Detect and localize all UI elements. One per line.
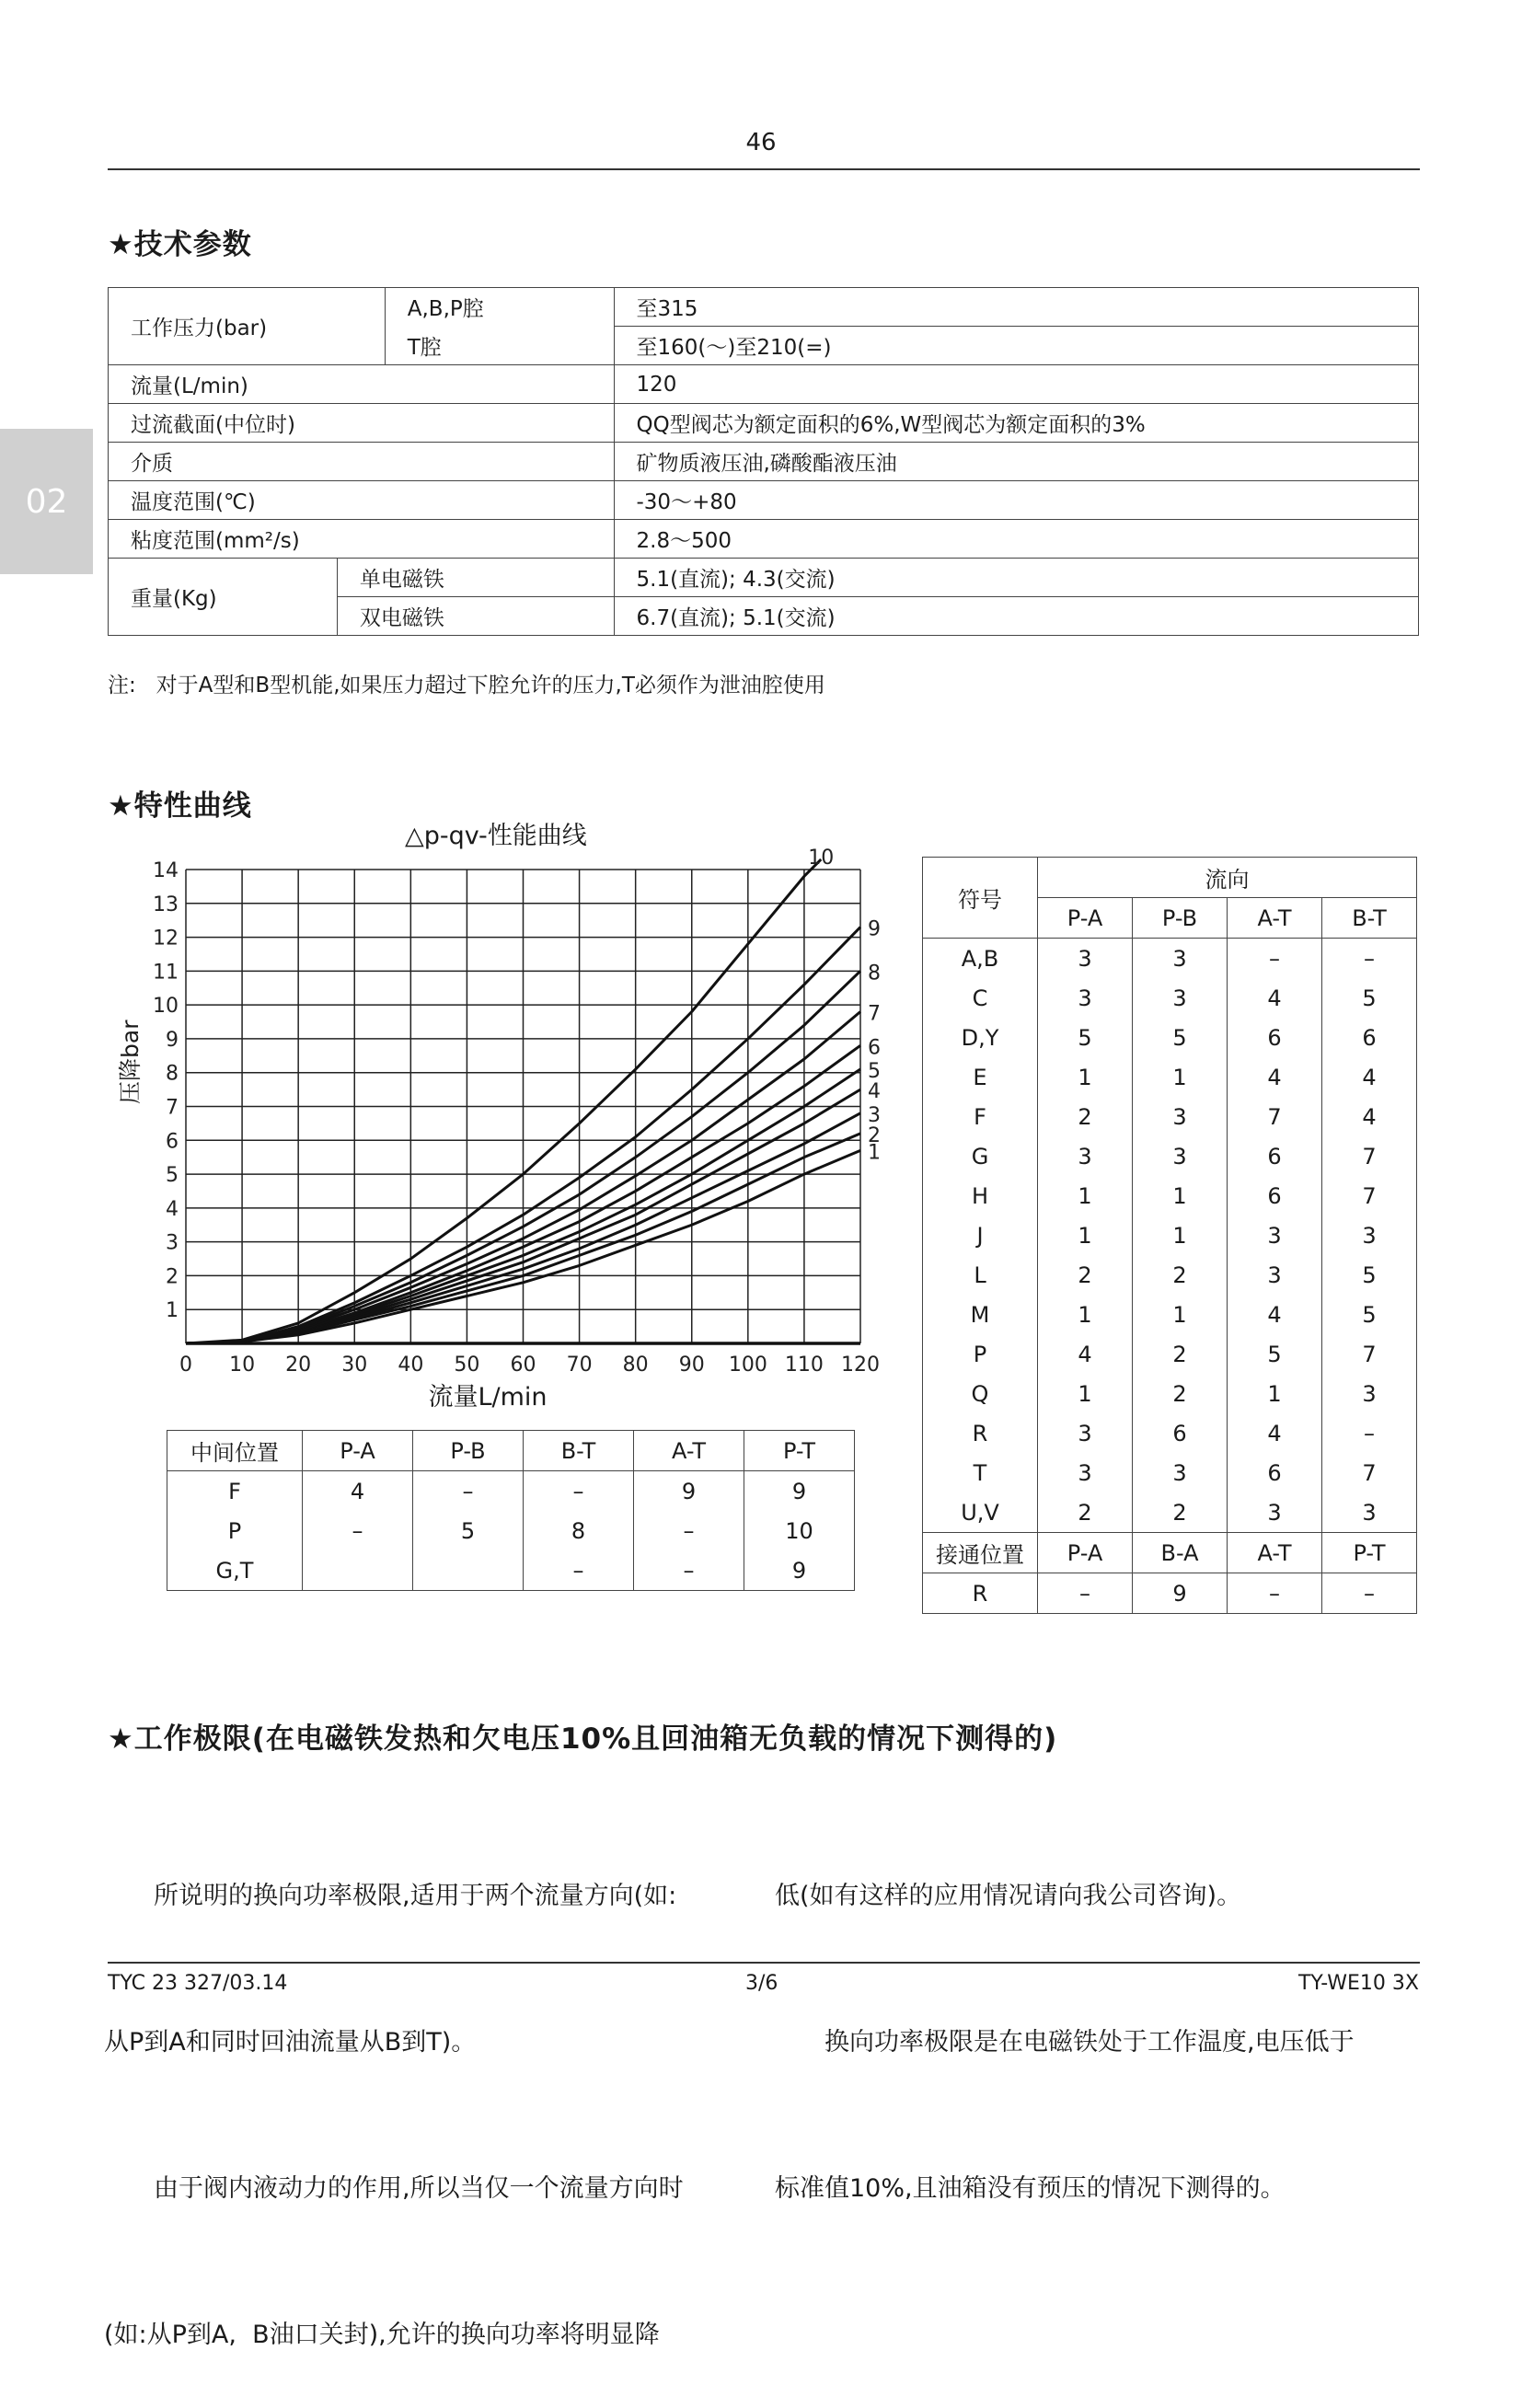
series-label: 1 [868, 1141, 881, 1165]
series-label: 8 [868, 962, 881, 985]
x-tick-label: 50 [454, 1354, 480, 1376]
series-label: 10 [808, 847, 835, 870]
table-row [109, 559, 1419, 597]
paragraph-line: 换向功率极限是在电磁铁处于工作温度,电压低于 [775, 2028, 1355, 2057]
y-tick-label: 7 [166, 1096, 179, 1120]
paragraph-line: 低(如有这样的应用情况请向我公司咨询)。 [775, 1882, 1242, 1910]
table-row [923, 1255, 1417, 1295]
x-tick-label: 110 [784, 1354, 824, 1376]
x-tick-label: 100 [728, 1354, 767, 1376]
note: 注: 对于A型和B型机能,如果压力超过下腔允许的压力,T必须作为泄油腔使用 [108, 674, 825, 697]
footer-page: 3/6 [745, 1972, 778, 1995]
paragraph-line: 由于阀内液动力的作用,所以当仅一个流量方向时 [104, 2174, 684, 2203]
table-cell: 3 [1038, 978, 1133, 1018]
table-row [923, 1176, 1417, 1216]
table-cell: C [923, 978, 1038, 1018]
x-tick-label: 120 [841, 1354, 880, 1376]
table-cell: 2 [1038, 1097, 1133, 1136]
paragraph-line: 标准值10%,且油箱没有预压的情况下测得的。 [775, 2174, 1286, 2203]
table-header-cell: 接通位置 [923, 1533, 1038, 1573]
table-cell: 2 [1133, 1374, 1228, 1413]
table-cell: 1 [1038, 1374, 1133, 1413]
table-cell: Q [923, 1374, 1038, 1413]
footer-doc-id: TYC 23 327/03.14 [108, 1972, 288, 1995]
table-cell: 1 [1038, 1216, 1133, 1255]
table-cell: 4 [1228, 1057, 1322, 1097]
table-row [923, 1295, 1417, 1334]
table-cell: 4 [1038, 1334, 1133, 1374]
table-cell: 6 [1228, 1018, 1322, 1057]
limits-heading: ★工作极限(在电磁铁发热和欠电压10%且回油箱无负载的情况下测得的) [108, 1722, 1058, 1756]
table-cell: 2 [1038, 1492, 1133, 1533]
position-table [167, 1430, 855, 1591]
table-cell: 3 [1038, 1413, 1133, 1453]
table-cell: 3 [1133, 978, 1228, 1018]
table-row [923, 978, 1417, 1018]
table-cell: 9 [1133, 1573, 1228, 1614]
temp-value: -30～+80 [614, 481, 1419, 520]
series-label: 5 [868, 1060, 881, 1084]
table-cell: 7 [1322, 1176, 1417, 1216]
table-cell: 2 [1133, 1492, 1228, 1533]
header-rule [108, 168, 1420, 170]
table-header-cell: B-T [1322, 898, 1417, 939]
table-cell: 7 [1228, 1097, 1322, 1136]
table-cell: 3 [1133, 939, 1228, 979]
table-row [109, 404, 1419, 443]
table-row [923, 1097, 1417, 1136]
table-row [923, 1492, 1417, 1533]
table-cell: 6 [1228, 1453, 1322, 1492]
table-cell: 4 [1228, 1413, 1322, 1453]
medium-label: 介质 [109, 443, 615, 481]
series-line-10 [186, 859, 821, 1343]
series-label: 9 [868, 917, 881, 941]
x-tick-label: 20 [285, 1354, 312, 1376]
tech-params-table [108, 287, 1419, 636]
table-cell: F [923, 1097, 1038, 1136]
table-cell: 1 [1133, 1216, 1228, 1255]
table-cell: 1 [1038, 1176, 1133, 1216]
table-cell: 3 [1133, 1453, 1228, 1492]
series-label: 6 [868, 1036, 881, 1060]
table-cell: 1 [1133, 1176, 1228, 1216]
viscosity-label: 粘度范围(mm²/s) [109, 520, 615, 559]
table-cell: 2 [1133, 1334, 1228, 1374]
table-cell: 5 [1322, 978, 1417, 1018]
table-cell: 3 [1228, 1216, 1322, 1255]
series-label: 7 [868, 1002, 881, 1026]
footer-model: TY-WE10 3X [1297, 1972, 1419, 1995]
table-cell: T [923, 1453, 1038, 1492]
x-tick-label: 70 [566, 1354, 593, 1376]
table-cell: 5 [1038, 1018, 1133, 1057]
table-cell: 5 [1322, 1255, 1417, 1295]
table-cell: – [1322, 1413, 1417, 1453]
y-tick-label: 3 [166, 1231, 179, 1255]
table-row [167, 1511, 855, 1550]
table-cell: 4 [303, 1471, 413, 1512]
limits-right-column [775, 1774, 1355, 2262]
y-tick-label: 6 [166, 1130, 179, 1154]
weight-double-label: 双电磁铁 [337, 597, 614, 636]
table-cell: 1 [1133, 1057, 1228, 1097]
table-cell: R [923, 1573, 1038, 1614]
table-cell: E [923, 1057, 1038, 1097]
table-row [923, 1413, 1417, 1453]
table-row [109, 365, 1419, 404]
x-tick-label: 80 [622, 1354, 649, 1376]
table-header-cell: P-T [1322, 1533, 1417, 1573]
table-cell: 5 [413, 1511, 524, 1550]
series-label: 2 [868, 1123, 881, 1147]
table-row [923, 1374, 1417, 1413]
chart-x-label: 流量L/min [428, 1383, 548, 1411]
table-row [109, 520, 1419, 559]
table-row [923, 1018, 1417, 1057]
pressure-abp-value: 至315 [614, 288, 1419, 327]
table-cell: 3 [1322, 1492, 1417, 1533]
table-cell: 9 [744, 1471, 855, 1512]
pressure-t-value: 至160(～)至210(=) [614, 327, 1419, 365]
table-row [923, 939, 1417, 979]
x-tick-label: 40 [398, 1354, 424, 1376]
table-cell: 7 [1322, 1453, 1417, 1492]
performance-chart [110, 842, 920, 1376]
y-tick-label: 13 [153, 893, 179, 916]
y-tick-label: 5 [166, 1164, 179, 1188]
table-row [167, 1550, 855, 1591]
table-cell: G [923, 1136, 1038, 1176]
flow-header: 流向 [1038, 858, 1417, 898]
table-header-cell: A-T [634, 1431, 744, 1471]
paragraph-line: (如:从P到A, B油口关封),允许的换向功率将明显降 [104, 2321, 660, 2349]
symbol-table-body [923, 939, 1417, 1533]
page-number: 46 [745, 129, 777, 156]
table-cell: U,V [923, 1492, 1038, 1533]
curves-heading: ★特性曲线 [108, 789, 252, 823]
table-cell: 5 [1133, 1018, 1228, 1057]
table-cell: 7 [1322, 1136, 1417, 1176]
table-cell: R [923, 1413, 1038, 1453]
chart-title: △p-qv-性能曲线 [405, 822, 587, 850]
temp-label: 温度范围(℃) [109, 481, 615, 520]
table-cell: D,Y [923, 1018, 1038, 1057]
table-cell: – [634, 1550, 744, 1591]
table-cell [303, 1550, 413, 1591]
table-row [109, 481, 1419, 520]
x-tick-label: 90 [678, 1354, 705, 1376]
table-cell: 6 [1228, 1176, 1322, 1216]
section-value: QQ型阀芯为额定面积的6%,W型阀芯为额定面积的3% [614, 404, 1419, 443]
table-header-cell: P-B [1133, 898, 1228, 939]
series-label: 4 [868, 1080, 881, 1104]
table-cell: 5 [1228, 1334, 1322, 1374]
table-cell: F [167, 1471, 303, 1512]
side-tab: 02 [0, 429, 93, 574]
x-tick-label: 30 [341, 1354, 368, 1376]
table-cell: 4 [1228, 978, 1322, 1018]
weight-double-value: 6.7(直流); 5.1(交流) [614, 597, 1419, 636]
table-row [923, 1453, 1417, 1492]
medium-value: 矿物质液压油,磷酸酯液压油 [614, 443, 1419, 481]
table-cell: 1 [1038, 1057, 1133, 1097]
weight-label: 重量(Kg) [109, 559, 338, 636]
table-row [923, 858, 1417, 898]
tech-params-heading: ★技术参数 [108, 228, 252, 261]
paragraph-line: 所说明的换向功率极限,适用于两个流量方向(如: [104, 1882, 677, 1910]
table-cell: 3 [1322, 1374, 1417, 1413]
y-tick-label: 1 [166, 1299, 179, 1323]
pressure-label: 工作压力(bar) [109, 288, 386, 365]
table-cell: – [1228, 1573, 1322, 1614]
table-cell: M [923, 1295, 1038, 1334]
table-cell: 6 [1228, 1136, 1322, 1176]
table-cell: 6 [1133, 1413, 1228, 1453]
table-cell: 7 [1322, 1334, 1417, 1374]
table-cell: – [524, 1550, 634, 1591]
table-cell: 1 [1133, 1295, 1228, 1334]
table-header-cell: P-T [744, 1431, 855, 1471]
limits-left-column [104, 1774, 684, 2408]
table-cell: 8 [524, 1511, 634, 1550]
weight-single-label: 单电磁铁 [337, 559, 614, 597]
table-cell: 3 [1038, 1136, 1133, 1176]
pressure-port-t: T腔 [385, 327, 614, 365]
table-header-cell: P-B [413, 1431, 524, 1471]
viscosity-value: 2.8～500 [614, 520, 1419, 559]
table-cell: – [524, 1471, 634, 1512]
chart-y-label: 压降bar [117, 1020, 144, 1104]
flow-label: 流量(L/min) [109, 365, 615, 404]
table-row [167, 1471, 855, 1512]
y-tick-label: 4 [166, 1197, 179, 1221]
table-row [923, 1136, 1417, 1176]
y-tick-label: 14 [153, 859, 179, 882]
weight-single-value: 5.1(直流); 4.3(交流) [614, 559, 1419, 597]
table-cell: 4 [1228, 1295, 1322, 1334]
symbol-header: 符号 [923, 858, 1038, 939]
table-cell: 3 [1228, 1492, 1322, 1533]
table-cell: 4 [1322, 1057, 1417, 1097]
table-header-cell: P-A [1038, 1533, 1133, 1573]
table-cell: 10 [744, 1511, 855, 1550]
table-cell: 9 [634, 1471, 744, 1512]
table-cell [413, 1550, 524, 1591]
section-label: 过流截面(中位时) [109, 404, 615, 443]
table-cell: 6 [1322, 1018, 1417, 1057]
table-row [109, 443, 1419, 481]
table-cell: – [1322, 939, 1417, 979]
table-cell: – [1322, 1573, 1417, 1614]
table-row [923, 1216, 1417, 1255]
table-header-cell: B-A [1133, 1533, 1228, 1573]
table-cell: 3 [1038, 939, 1133, 979]
table-row [923, 1334, 1417, 1374]
paragraph-line: 从P到A和同时回油流量从B到T)。 [104, 2028, 477, 2057]
table-row [109, 288, 1419, 327]
table-cell: – [413, 1471, 524, 1512]
x-tick-label: 10 [229, 1354, 256, 1376]
table-header-cell: A-T [1228, 1533, 1322, 1573]
table-row [923, 1533, 1417, 1573]
table-cell: 4 [1322, 1097, 1417, 1136]
table-cell: P [167, 1511, 303, 1550]
table-cell: J [923, 1216, 1038, 1255]
table-cell: 5 [1322, 1295, 1417, 1334]
table-header-cell: 中间位置 [167, 1431, 303, 1471]
y-tick-label: 11 [153, 961, 179, 985]
table-cell: G,T [167, 1550, 303, 1591]
y-tick-label: 2 [166, 1265, 179, 1289]
table-cell: 3 [1322, 1216, 1417, 1255]
table-cell: L [923, 1255, 1038, 1295]
table-row [923, 1057, 1417, 1097]
symbol-table [922, 857, 1417, 1614]
table-header-cell: B-T [524, 1431, 634, 1471]
table-cell: – [1228, 939, 1322, 979]
table-cell: – [303, 1511, 413, 1550]
table-cell: 1 [1038, 1295, 1133, 1334]
table-cell: 2 [1038, 1255, 1133, 1295]
table-cell: – [1038, 1573, 1133, 1614]
table-cell: 2 [1133, 1255, 1228, 1295]
y-tick-label: 10 [153, 995, 179, 1019]
table-cell: H [923, 1176, 1038, 1216]
table-cell: P [923, 1334, 1038, 1374]
table-cell: 3 [1228, 1255, 1322, 1295]
y-tick-label: 12 [153, 927, 179, 951]
table-header-cell: A-T [1228, 898, 1322, 939]
footer-rule [108, 1962, 1420, 1964]
table-cell: – [634, 1511, 744, 1550]
table-row [167, 1431, 855, 1471]
table-cell: 3 [1038, 1453, 1133, 1492]
table-cell: 1 [1228, 1374, 1322, 1413]
table-cell: A,B [923, 939, 1038, 979]
table-cell: 3 [1133, 1136, 1228, 1176]
y-tick-label: 8 [166, 1062, 179, 1086]
table-cell: 3 [1133, 1097, 1228, 1136]
table-header-cell: P-A [1038, 898, 1133, 939]
table-row [923, 1573, 1417, 1614]
x-tick-label: 0 [179, 1354, 192, 1376]
pressure-port-abp: A,B,P腔 [385, 288, 614, 327]
series-label: 3 [868, 1103, 881, 1127]
flow-value: 120 [614, 365, 1419, 404]
x-tick-label: 60 [510, 1354, 536, 1376]
y-tick-label: 9 [166, 1028, 179, 1052]
table-header-cell: P-A [303, 1431, 413, 1471]
table-cell: 9 [744, 1550, 855, 1591]
